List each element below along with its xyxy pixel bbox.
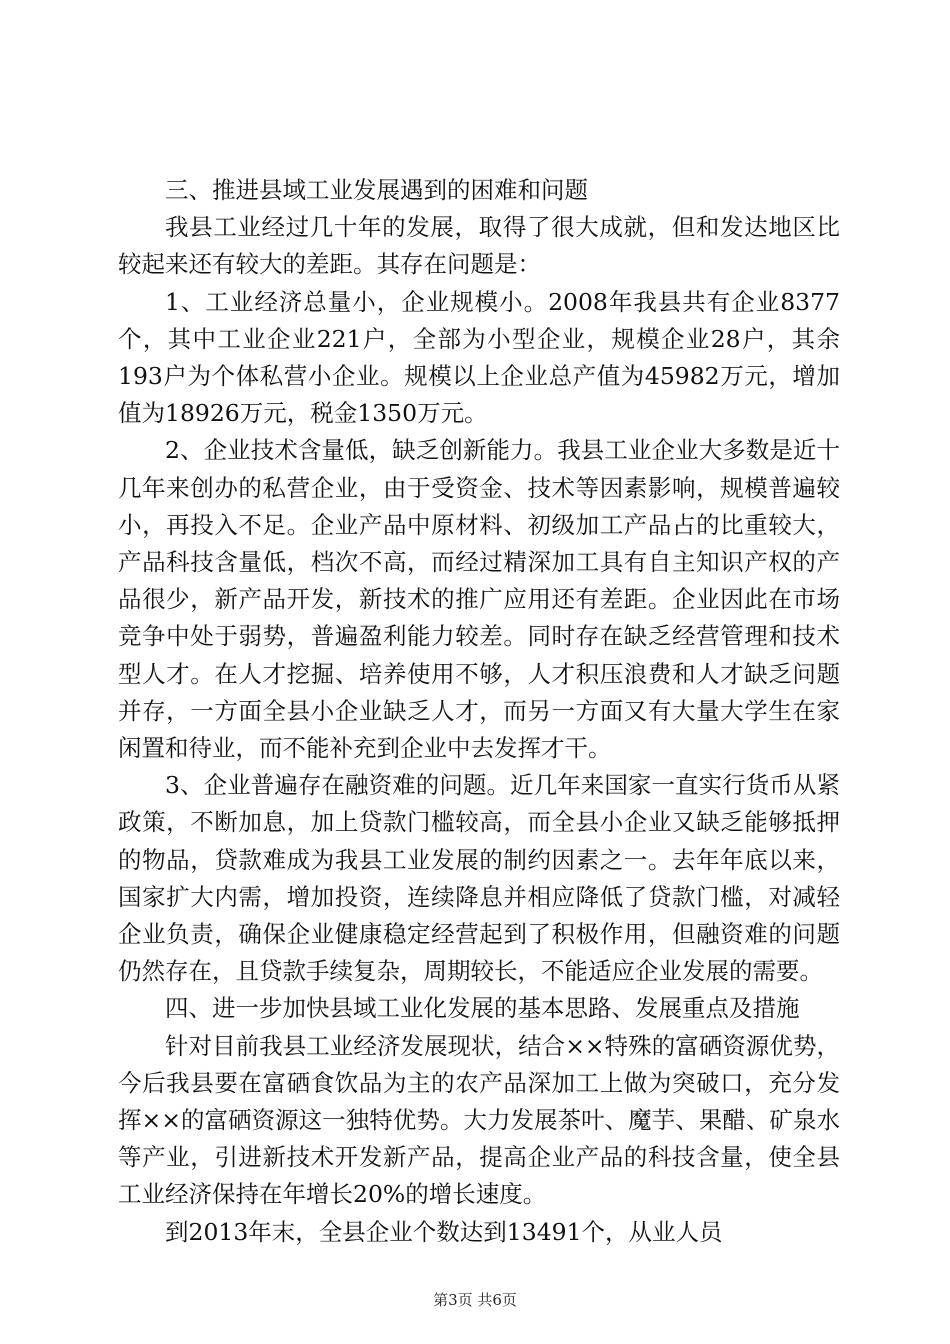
paragraph-strategy: 针对目前我县工业经济发展现状，结合××特殊的富硒资源优势，今后我县要在富硒食饮品为主的农产品深加工上做为突破口，充分发挥××的富硒资源这一独特优势。大力发展茶叶、魔芋、果醋、矿泉水等产业，引进新技术开发新产品，提高企业产品的科技含量，使全县工业经济保持在年增长20%的增长速度。 [118, 1031, 840, 1209]
document-body [118, 172, 840, 1251]
section-heading-4: 四、进一步加快县域工业化发展的基本思路、发展重点及措施 [165, 994, 800, 1023]
paragraph-problem-3: 3、企业普遍存在融资难的问题。近几年来国家一直实行货币从紧政策，不断加息，加上贷款门槛较高，而全县小企业又缺乏能够抵押的物品，贷款难成为我县工业发展的制约因素之一。去年年底以来，国家扩大内需，增加投资，连续降息并相应降低了贷款门槛，对减轻企业负责，确保企业健康稳定经营起到了积极作用，但融资难的问题仍然存在，且贷款手续复杂，周期较长，不能适应企业发展的需要。 [118, 771, 840, 986]
paragraph-target-2013: 到2013年末，全县企业个数达到13491个，从业人员 [165, 1217, 723, 1246]
page-number-footer: 第3页 共6页 [433, 1291, 517, 1309]
paragraph-problem-1: 1、工业经济总量小，企业规模小。2008年我县共有企业8377个，其中工业企业221户，全部为小型企业，规模企业28户，其余193户为个体私营小企业。规模以上企业总产值为45982万元，增加值为18926万元，税金1350万元。 [118, 287, 840, 428]
section-heading-3: 三、推进县域工业发展遇到的困难和问题 [165, 176, 588, 204]
paragraph-problem-2: 2、企业技术含量低，缺乏创新能力。我县工业企业大多数是近十几年来创办的私营企业，由于受资金、技术等因素影响，规模普遍较小，再投入不足。企业产品中原材料、初级加工产品占的比重较大，产品科技含量低，档次不高，而经过精深加工具有自主知识产权的产品很少，新产品开发，新技术的推广应用还有差距。企业因此在市场竞争中处于弱势，普遍盈利能力较差。同时存在缺乏经营管理和技术型人才。在人才挖掘、培养使用不够，人才积压浪费和人才缺乏问题并存，一方面全县小企业缺乏人才，而另一方面又有大量大学生在家闲置和待业，而不能补充到企业中去发挥才干。 [118, 436, 840, 763]
paragraph-intro: 我县工业经过几十年的发展，取得了很大成就，但和发达地区比较起来还有较大的差距。其存在问题是： [118, 213, 840, 279]
